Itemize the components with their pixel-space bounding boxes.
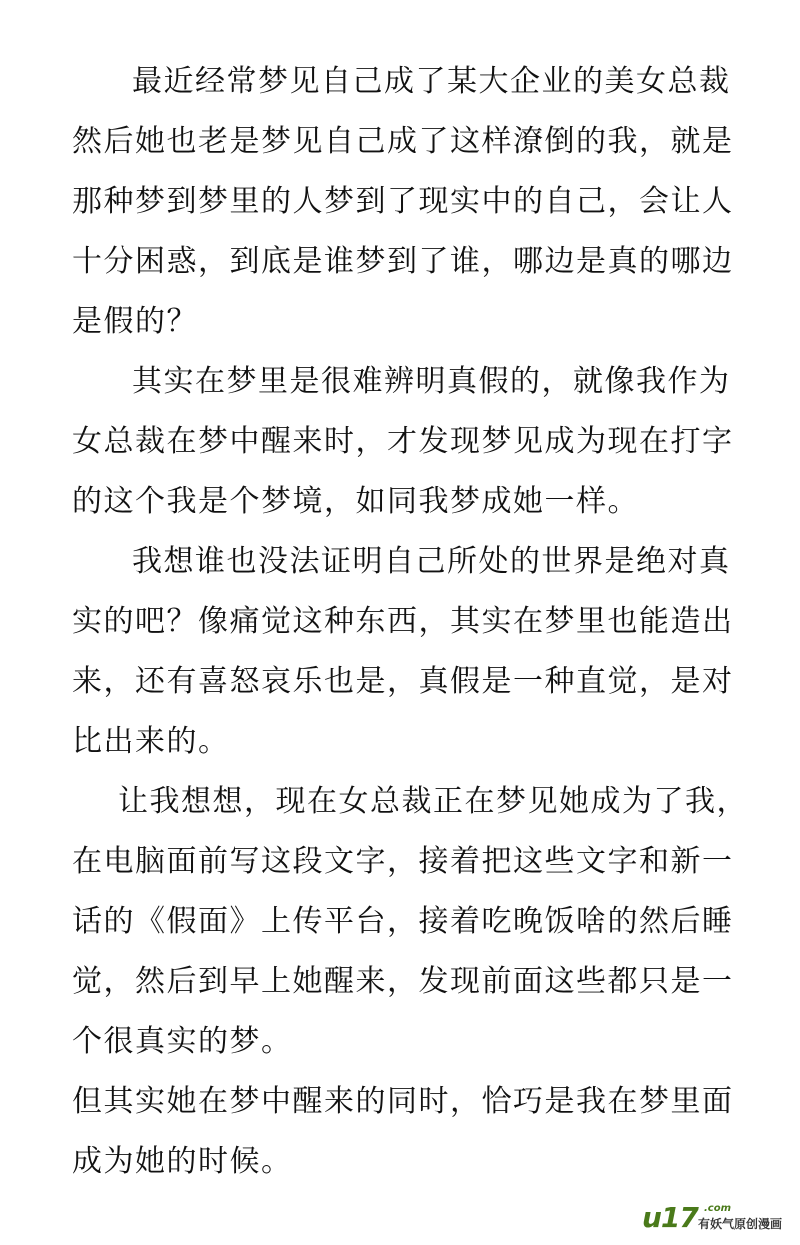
logo-suffix: .com [704,1203,732,1214]
text-line-17: 个很真实的梦。 [72,1024,293,1059]
text-line-9: 我想谁也没法证明自己所处的世界是绝对真 [132,544,731,579]
text-line-14: 在电脑面前写这段文字，接着把这些文字和新一 [72,844,734,879]
text-line-6: 其实在梦里是很难辨明真假的，就像我作为 [132,364,731,399]
text-line-8: 的这个我是个梦境，如同我梦成她一样。 [72,484,639,519]
text-line-10: 实的吧？像痛觉这种东西，其实在梦里也能造出 [72,604,734,639]
text-line-16: 觉，然后到早上她醒来，发现前面这些都只是一 [72,964,734,999]
text-line-15: 话的《假面》上传平台，接着吃晚饭啥的然后睡 [72,904,734,939]
text-line-4: 十分困惑，到底是谁梦到了谁，哪边是真的哪边 [72,244,734,279]
text-line-5: 是假的？ [72,304,198,339]
text-line-13: 让我想想，现在女总裁正在梦见她成为了我， [118,784,748,819]
text-line-7: 女总裁在梦中醒来时，才发现梦见成为现在打字 [72,424,734,459]
text-line-11: 来，还有喜怒哀乐也是，真假是一种直觉，是对 [72,664,734,699]
text-line-3: 那种梦到梦里的人梦到了现实中的自己，会让人 [72,184,734,219]
text-line-1: 最近经常梦见自己成了某大企业的美女总裁 [132,64,731,99]
text-line-19: 成为她的时候。 [72,1144,293,1179]
text-line-18: 但其实她在梦中醒来的同时，恰巧是我在梦里面 [72,1084,734,1119]
logo-text: u17 [642,1201,698,1234]
logo-tagline: 有妖气原创漫画 [698,1217,783,1231]
text-line-2: 然后她也老是梦见自己成了这样潦倒的我，就是 [72,124,734,159]
text-line-12: 比出来的。 [72,724,230,759]
u17-watermark-logo [642,1199,792,1239]
